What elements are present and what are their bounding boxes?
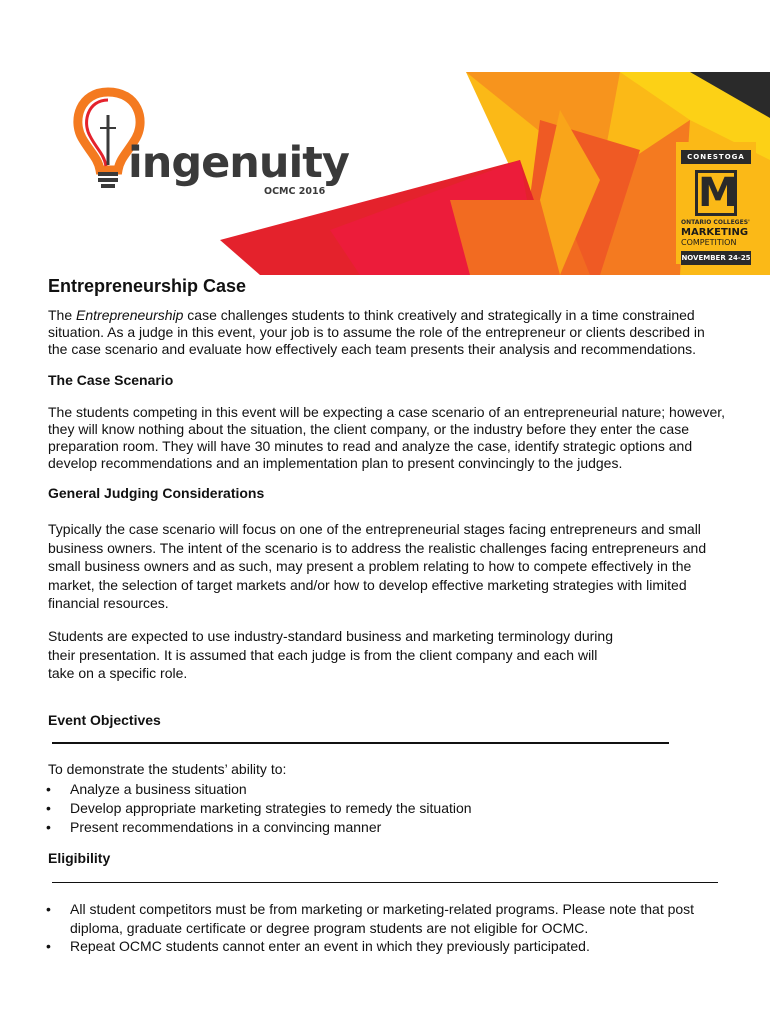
judging-text-1: Typically the case scenario will focus on one of the entrepreneurial stages facing entrepreneurs and small business owners. The intent of the scenario is to address the realistic challenges facing entrepreneurs and small business owners and as such, may present a problem relating to how to compete effectively in the market, the selection of target markets and/or how to develop effective marketing strategies with limited financial resources.	[48, 521, 707, 611]
bullet-glyph: •	[46, 901, 51, 917]
banner-graphic	[0, 0, 770, 280]
list-item-text: Present recommendations in a convincing manner	[70, 819, 382, 835]
case-scenario-heading: The Case Scenario	[48, 372, 174, 388]
page-title: Entrepreneurship Case	[48, 276, 247, 296]
list-item	[46, 900, 706, 937]
ingenuity-logo-text: ingenuity	[128, 138, 349, 188]
intro-pre: The	[48, 307, 77, 323]
bullet-glyph: •	[46, 819, 51, 835]
list-item	[46, 818, 726, 837]
intro-post: case challenges students to think creatively and strategically in a time constrained situation. As a judge in this event, your job is to assume the role of the entrepreneur or clients described in the case scenario and evaluate how effectively each team presents their analysis and recommendations.	[48, 307, 705, 357]
list-item	[46, 799, 726, 818]
badge-line1: ONTARIO COLLEGES'	[681, 219, 750, 226]
eligibility-list	[46, 900, 706, 956]
objectives-divider	[52, 742, 669, 744]
case-scenario-text: The students competing in this event will be expecting a case scenario of an entrepreneurial nature; however, they will know nothing about the situation, the client company, or the industry before they enter the case preparation room. They will have 30 minutes to read and analyze the case, identify strategic options and develop recommendations and an implementation plan to present convincingly to the judges.	[48, 404, 726, 471]
eligibility-divider	[52, 882, 718, 883]
objectives-heading: Event Objectives	[48, 712, 161, 728]
intro-paragraph	[48, 307, 728, 358]
bullet-glyph: •	[46, 800, 51, 816]
conestoga-badge	[681, 150, 751, 265]
judging-text-2: Students are expected to use industry-standard business and marketing terminology during their presentation. It is assumed that each judge is from the client company and each will take on a specific role.	[48, 628, 613, 681]
badge-date: NOVEMBER 24-25	[681, 251, 751, 265]
bullet-glyph: •	[46, 938, 51, 954]
list-item	[46, 937, 706, 956]
list-item-text: Repeat OCMC students cannot enter an event in which they previously participated.	[70, 938, 590, 954]
badge-mark: M	[695, 170, 737, 216]
list-item-text: All student competitors must be from marketing or marketing-related programs. Please note that post diploma, graduate certificate or degree program students are not eligible for OCMC.	[70, 901, 695, 936]
list-item-text: Develop appropriate marketing strategies to remedy the situation	[70, 800, 472, 816]
logo-subtitle: OCMC 2016	[264, 186, 326, 197]
list-item	[46, 780, 726, 799]
badge-org: CONESTOGA	[681, 150, 751, 164]
objectives-intro: To demonstrate the students’ ability to:	[48, 761, 287, 777]
badge-line2: MARKETING	[681, 227, 749, 238]
intro-italic: Entrepreneurship	[76, 307, 184, 323]
list-item-text: Analyze a business situation	[70, 781, 247, 797]
header-banner	[0, 0, 770, 280]
judging-heading: General Judging Considerations	[48, 485, 265, 501]
objectives-list	[46, 780, 726, 837]
bullet-glyph: •	[46, 781, 51, 797]
eligibility-heading: Eligibility	[48, 850, 111, 866]
badge-line3: COMPETITION	[681, 238, 737, 247]
